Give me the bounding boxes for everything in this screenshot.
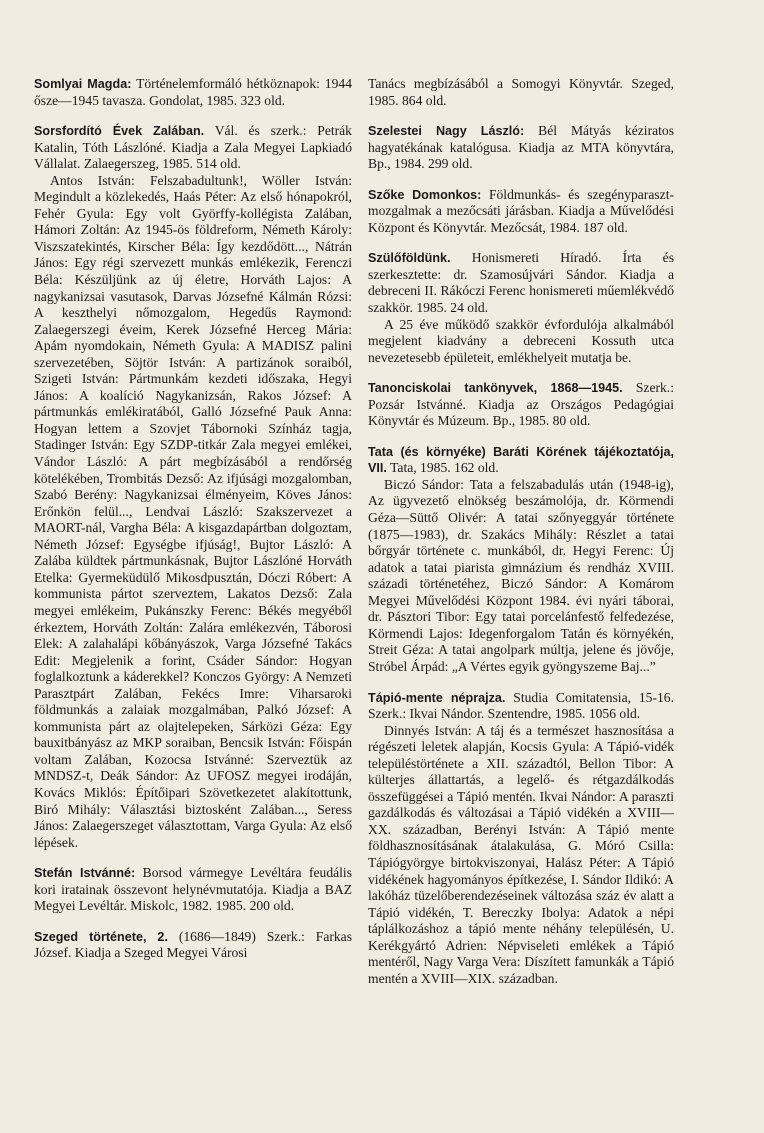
entry-text: Borsod vármegye Levéltára feudális kori iratainak összevont helynévmutatója. Kiadja a BAZ Megyei Levéltár. Miskolc, 1982. 1985. 200 old. — [34, 865, 352, 914]
bibliography-entry — [368, 123, 674, 173]
entry-text: Bél Mátyás kéziratos hagyatékának katalógusa. Kiadja az MTA könyvtára, Bp., 1984. 299 old. — [368, 123, 674, 172]
bibliography-entry-continued — [368, 76, 674, 109]
entry-heading: Somlyai Magda: — [34, 77, 132, 91]
right-column — [368, 76, 674, 1001]
left-column — [34, 76, 352, 976]
entry-heading: Szelestei Nagy László: — [368, 124, 525, 139]
entry-heading: Tanonciskolai tankönyvek, 1868—1945. — [368, 381, 623, 396]
entry-heading: Tápió-mente néprajza. — [368, 690, 506, 705]
entry-heading: Szőke Domonkos: — [368, 187, 482, 202]
entry-heading: Tata (és környéke) Baráti Körének tájékoztatója, VII. — [368, 444, 674, 476]
entry-text: (1686—1849) Szerk.: Farkas József. Kiadja a Szeged Megyei Városi — [34, 928, 352, 961]
entry-text: Tanács megbízásából a Somogyi Könyvtár. Szeged, 1985. 864 old. — [368, 76, 674, 108]
bibliography-entry — [34, 865, 352, 915]
entry-heading: Sorsfordító Évek Zalában. — [34, 124, 205, 139]
entry-contents: Dinnyés István: A táj és a természet hasznosítása a régészeti leletek alapján, Kocsis Gyula: A Tápió-vidék településtörténete a XII. századtól, Bellon Tibor: A külterjes állattartás, a legelő- és rétgazdálkodás összefüggései a Tápió mentén. Ikvai Nándor: A paraszti gazdálkodás és változásai a Tápió vidékén a XVIII—XX. században, Berényi István: A Tápió mente földhasznosításának átalakulása, G. Móró Csilla: Tápiógyörgye birtokviszonyai, Halász Péter: A Tápió vidékének hagyományos építkezése, I. Sándor Ildikó: A lakóház tüzelőberendezéseinek változása száz év alatt a Tápió vidékén, T. Bereczky Ibolya: Adatok a népi táplálkozáshoz a tápió mente néhány településén, U. Kerékgyártó Adrien: Népviseleti emlékek a Tápió mentéről, Nagy Varga Vera: Díszített famunkák a Tápió mentén a XVIII—XIX. században. — [368, 722, 674, 986]
bibliography-entry — [34, 929, 352, 962]
entry-text: Honismereti Híradó. Írta és szerkesztette: dr. Szamosújvári Sándor. Kiadja a debreceni II. Rákóczi Ferenc honismereti műemlékvédő szakkör. 1985. 24 old. — [368, 250, 674, 316]
entry-text: Szerk.: Pozsár Istvánné. Kiadja az Országos Pedagógiai Könyvtár és Múzeum. Bp., 1985. 80 old. — [368, 380, 674, 429]
entry-contents: Biczó Sándor: Tata a felszabadulás után (1948-ig), Az ügyvezető elnökség beszámolója, dr. Körmendi Géza—Süttő Olivér: A tatai szőnyeggyár története (1875—1983), dr. Szakács Mihály: Részlet a tatai bőrgyár története c. munkából, dr. Hegyi Ferenc: Új adatok a tatai piarista gimnázium és rendház XVIII. századi történetéhez, Biczó Sándor: A Komárom Megyei Művelődési Központ 1984. évi nyári táborai, dr. Pásztori Tibor: Egy tatai porcelánfestő felfedezése, Körmendi Lajos: Idegenforgalom Tatán és környékén, Streit Géza: A tatai angolpark múltja, jelene és jövője, Stróbel Árpád: „A Vértes egyik gyöngyszeme Baj...” — [368, 476, 674, 674]
entry-text: Történelemformáló hétköznapok: 1944 ősze—1945 tavasza. Gondolat, 1985. 323 old. — [34, 76, 352, 108]
bibliography-entry — [368, 380, 674, 430]
entry-heading: Szeged története, 2. — [34, 929, 168, 944]
bibliography-entry — [34, 76, 352, 109]
bibliography-entry — [368, 690, 674, 988]
entry-heading: Szülőföldünk. — [368, 251, 451, 266]
entry-text: Tata, 1985. 162 old. — [390, 460, 499, 476]
entry-text: Földmunkás- és szegényparaszt-mozgalmak a mezőcsáti járásban. Kiadja a Művelődési Központ és Könyvtár. Mezőcsát, 1984. 187 old. — [368, 186, 674, 235]
entry-description: A 25 éve működő szakkör évfordulója alkalmából megjelent kiadvány a debreceni Kossuth utca nevezetesebb épületeit, emlékhelyeit mutatja be. — [368, 316, 674, 365]
bibliography-entry — [34, 123, 352, 851]
bibliography-entry — [368, 187, 674, 237]
bibliography-entry — [368, 250, 674, 366]
bibliography-entry — [368, 444, 674, 676]
entry-heading: Stefán Istvánné: — [34, 866, 136, 881]
entry-text: Studia Comitatensia, 15-16. Szerk.: Ikvai Nándor. Szentendre, 1985. 1056 old. — [368, 689, 674, 722]
entry-contents: Antos István: Felszabadultunk!, Wöller István: Megindult a közlekedés, Haás Péter: Az első hónapokról, Fehér Gyula: Egy volt Györffy-kollégista Zalában, Hámori Zoltán: Az 1945-ös földreform, Németh Károly: Viszszatekintés, Kirscher Béla: Így kezdődött..., Nátrán János: Egy régi szervezett munkás emlékezik, Ferenczi Béla: Készüljünk az új életre, Horváth Lajos: A nagykanizsai vasutasok, Darvas Józsefné Kálmán Rózsi: A keszthelyi nőmozgalom, Hegedűs Raymond: Zalaegerszegi éveim, Kerek Józsefné Herceg Mária: Apám nyomdokain, Németh Gyula: A MADISZ palini szervezetében, Söjtör István: A partizánok soraiból, Szigeti István: Pártmunkám kezdeti időszaka, Hegyi János: A koalíció Nagykanizsán, Rakos József: A pártmunkás emlékiratából, Galló Józsefné Pauk Anna: Hogyan lettem a Szovjet Tábornoki Színház tagja, Stadinger István: Egy SZDP-titkár Zala megyei emlékei, Vándor László: A párt megbízásából a rendőrség kötelékében, Trombitás Dezső: Az ifjúsági mozgalomban, Szabó Berény: Nagykanizsai élményeim, Köves János: Erőnkön felül..., Lendvai László: Szakszervezet a MAORT-nál, Vargha Béla: A kisgazdapártban dolgoztam, Németh József: Egységbe ifjúság!, Bujtor László: A Zalába küldtek pártmunkásnak, Bujtor Lászlóné Horváth Etelka: Gyermeküdülő Mikosdpusztán, Dóczi Róbert: A kommunista pártot szerveztem, Lakatos Dezső: Zala megyei emlékeim, Pukánszky Ferenc: Békés megyéből érkeztem, Horváth Zoltán: Zalára emlékezvén, Táborosi Elek: A zalahalápi kőbányászok, Varga Józsefné Takács Edit: Megjelenik a forint, Csáder Sándor: Hogyan foglalkoztunk a káderekkel? Konczos György: A Nemzeti Parasztpárt Zalában, Fekécs Imre: Viharsaroki földmunkás a zalaiak mozgalmában, Palkó József: A kommunista párt az olajtelepeken, Sárközi Géza: Egy bauxitbányász az MKP soraiban, Bencsik István: Főispán voltam Zalában, Kozocsa Istvánné: Szerveztük az MNDSZ-t, Deák Sándor: Az UFOSZ megyei irodáján, Kovács Miklós: Építőipari Szövetkezetet alakítottunk, Biró Mihály: Választási biztosként Zalában..., Seress János: Zalaegerszeget választottam, Varga Gyula: Az első lépések. — [34, 172, 352, 850]
entry-text: Vál. és szerk.: Petrák Katalin, Tóth Lászlóné. Kiadja a Zala Megyei Lapkiadó Vállalat. Zalaegerszeg, 1985. 514 old. — [34, 123, 352, 172]
